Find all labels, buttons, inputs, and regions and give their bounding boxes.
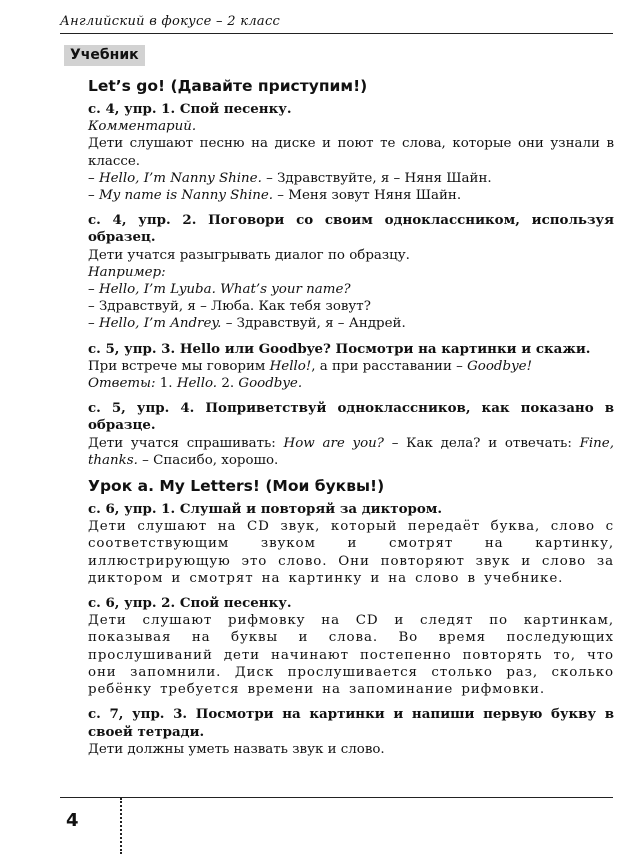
english-phrase: Goodbye! <box>467 358 532 374</box>
translation: – Здравствуй, я – Андрей. <box>221 316 406 332</box>
exercise-heading: с. 6, упр. 2. Спой песенку. <box>88 595 292 612</box>
dialogue-line: – Hello, I’m Lyuba. What’s your name? <box>88 282 351 298</box>
section-tag: Учебник <box>64 45 145 66</box>
text-run: – Как дела? и отвечать: <box>383 435 580 451</box>
comment-label: Комментарий. <box>88 119 197 135</box>
exercise-block <box>88 212 614 332</box>
footer-dotted-divider <box>120 798 122 854</box>
dialogue-line <box>88 187 614 204</box>
translation: – Здравствуйте, я – Няня Шайн. <box>261 170 492 186</box>
answers-label: Ответы: <box>88 376 156 392</box>
exercise-text: Дети слушают рифмовку на CD и следят по картинкам, показывая на буквы и слова. Во время последующих прослушиваний дети начинают постепенно повторять то, что они запомнили. Диск прослушивается столько раз, сколько ребёнку требуется времени на запоминание рифмовки. <box>88 613 614 698</box>
translation: – Меня зовут Няня Шайн. <box>273 188 462 204</box>
page-number: 4 <box>66 810 79 831</box>
exercise-text: Дети слушают песню на диске и поют те слова, которые они узнали в классе. <box>88 136 614 169</box>
exercise-text: Дети должны уметь назвать звук и слово. <box>88 741 385 757</box>
exercise-block <box>88 400 614 469</box>
exercise-block <box>88 595 614 698</box>
exercise-heading: с. 4, упр. 2. Поговори со своим одноклассником, используя образец. <box>88 212 614 246</box>
section-title-lets-go: Let’s go! (Давайте приступим!) <box>88 77 368 95</box>
exercise-block <box>88 101 614 204</box>
english-phrase: Fine, thanks. <box>88 435 614 468</box>
dialogue-line: – Здравствуй, я – Люба. Как тебя зовут? <box>88 299 371 315</box>
dialogue-line <box>88 315 614 332</box>
exercise-text: Дети учатся разыгрывать диалог по образцу. <box>88 247 410 263</box>
exercise-heading: с. 7, упр. 3. Посмотри на картинки и напиши первую букву в своей тетради. <box>88 706 614 740</box>
exercise-block <box>88 706 614 758</box>
running-header: Английский в фокусе – 2 класс <box>60 14 613 34</box>
text-run: Дети учатся спрашивать: <box>88 435 284 451</box>
footer-rule <box>60 797 613 798</box>
exercise-heading: с. 5, упр. 4. Поприветствуй одноклассников, как показано в образце. <box>88 400 614 434</box>
text-run: При встрече мы говорим <box>88 358 270 374</box>
text-run: 2. <box>217 376 239 392</box>
exercise-text: Дети слушают на CD звук, который передаёт буква, слово с соответствующим звуком и смотрят на картинку, иллюстрирующую это слово. Они повторяют звук и слово за диктором и смотрят на картинку и на слово в учебнике. <box>88 519 614 586</box>
english-phrase: – Hello, I’m Andrey. <box>88 316 222 332</box>
english-phrase: – My name is Nanny Shine. <box>88 188 274 204</box>
text-run: , а при расставании – <box>311 358 468 374</box>
section-title-lesson-a: Урок a. My Letters! (Мои буквы!) <box>88 477 385 496</box>
text-run: 1. <box>155 376 177 392</box>
english-phrase: Hello. <box>176 376 218 392</box>
exercise-heading: с. 4, упр. 1. Спой песенку. <box>88 101 292 117</box>
text-run: – Спасибо, хорошо. <box>137 452 279 468</box>
english-phrase: – Hello, I’m Nanny Shine. <box>88 170 262 186</box>
example-label: Например: <box>88 264 166 280</box>
exercise-text <box>88 435 614 469</box>
exercise-block <box>88 341 614 393</box>
dialogue-line <box>88 170 614 187</box>
page-content <box>88 77 614 766</box>
english-phrase: How are you? <box>283 435 384 451</box>
exercise-text <box>88 358 614 375</box>
exercise-block <box>88 501 614 587</box>
english-phrase: Goodbye. <box>238 376 303 392</box>
answers-line <box>88 375 614 392</box>
english-phrase: Hello! <box>269 358 312 374</box>
exercise-heading: с. 5, упр. 3. Hello или Goodbye? Посмотри на картинки и скажи. <box>88 340 591 357</box>
exercise-heading: с. 6, упр. 1. Слушай и повторяй за диктором. <box>88 501 443 518</box>
